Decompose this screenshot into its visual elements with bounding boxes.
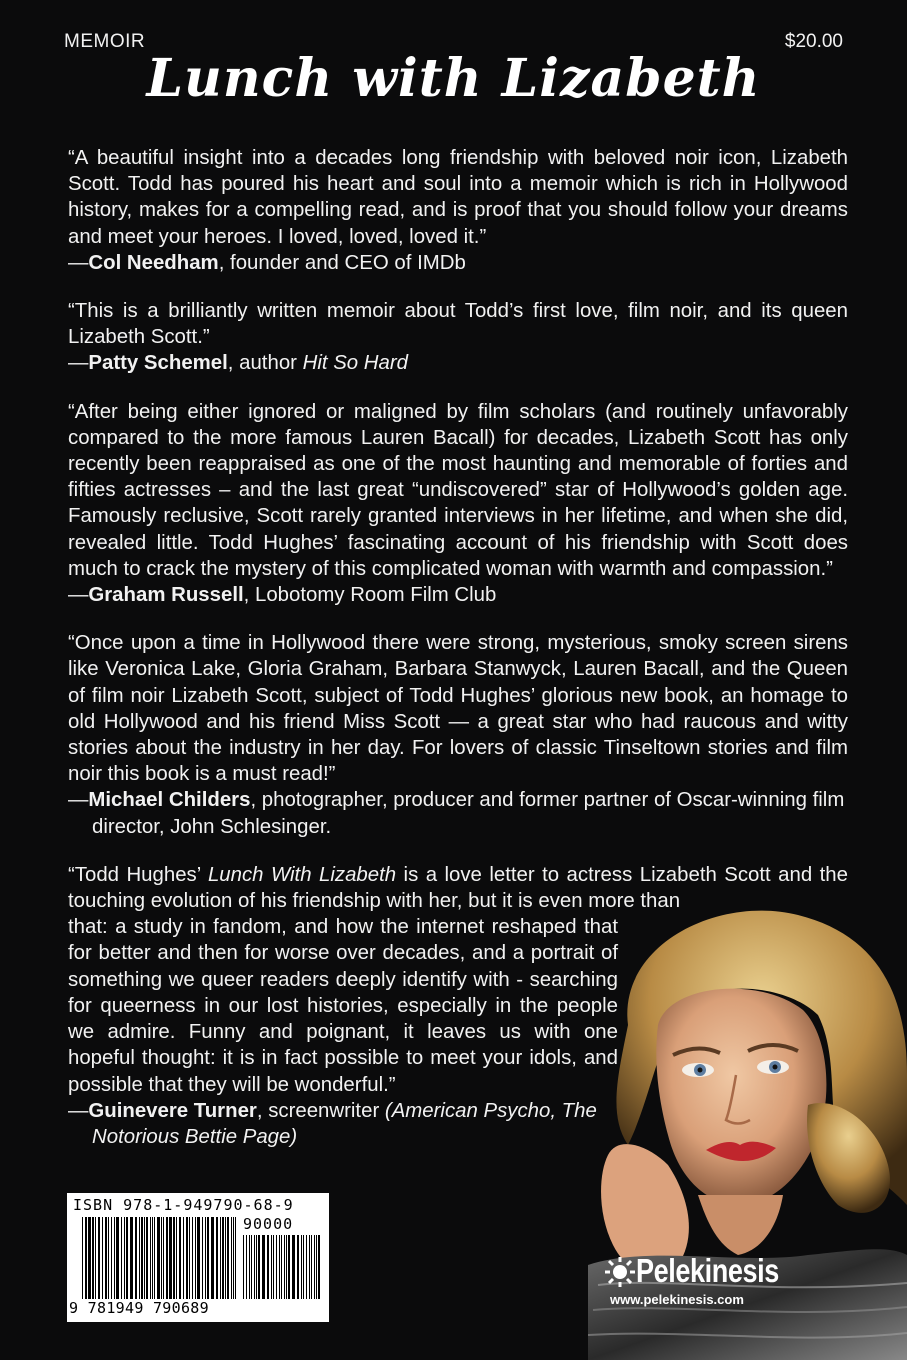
barcode-bar <box>95 1217 96 1299</box>
barcode-bar <box>243 1235 244 1299</box>
barcode-bar <box>157 1217 160 1299</box>
barcode-bar <box>146 1217 148 1299</box>
barcode-bar <box>286 1235 287 1299</box>
barcode-bar <box>306 1235 307 1299</box>
barcode-bar <box>186 1217 188 1299</box>
barcode-bar <box>108 1217 109 1299</box>
barcode-bar <box>246 1235 247 1299</box>
blurb-author: Patty Schemel <box>88 352 228 375</box>
blurb-quote-continued: that: a study in fandom, and how the internet reshaped that for better and then for worse over decades, and a portrait of something we queer readers deeply identify with - searching for queerness in our lost histories, especially in the people we admire. Funny and poignant, it leaves us with one hopeful thought: it is in fact possible to meet your idols, and possible that they will be wonderful.” <box>68 916 618 1096</box>
pelekinesis-logo-icon <box>604 1256 636 1288</box>
barcode-bar <box>154 1217 155 1299</box>
barcode-bar <box>281 1235 282 1299</box>
barcode-bar <box>297 1235 299 1299</box>
barcode-bar <box>161 1217 162 1299</box>
genre-label: MEMOIR <box>64 31 146 52</box>
isbn-barcode <box>67 1193 329 1322</box>
blurb-book-title: Lunch With Lizabeth <box>207 863 397 886</box>
blurb-2 <box>68 298 848 377</box>
barcode-bar <box>227 1217 229 1299</box>
barcode-bar <box>222 1217 224 1299</box>
barcode-bar <box>225 1217 226 1299</box>
barcode-bar <box>126 1217 128 1299</box>
barcode-bar <box>318 1235 320 1299</box>
barcode-bar <box>183 1217 184 1299</box>
barcode-bar <box>169 1217 172 1299</box>
barcode-addon-bars <box>242 1235 324 1299</box>
blurb-quote: “Todd Hughes’ Lunch With Lizabeth is a love letter to actress Lizabeth Scott and the touching evolution of his friendship with her, but it is even more than <box>68 863 848 913</box>
barcode-bar <box>292 1235 295 1299</box>
barcode-bar <box>189 1217 190 1299</box>
barcode-bar <box>98 1217 100 1299</box>
barcode-bar <box>205 1217 206 1299</box>
barcode-bar <box>152 1217 153 1299</box>
barcode-bar <box>166 1217 168 1299</box>
blurb-work-title: Hit So Hard <box>302 352 408 375</box>
barcode-bar <box>288 1235 290 1299</box>
barcode-bar <box>316 1235 317 1299</box>
barcode-bar <box>192 1217 193 1299</box>
barcode-bar <box>273 1235 274 1299</box>
blurb-work-title: (American Psycho, The Notorious Bettie Page) <box>92 1099 597 1148</box>
blurb-quote: “Once upon a time in Hollywood there were strong, mysterious, smoky screen sirens like Veronica Lake, Gloria Graham, Barbara Stanwyck, Lauren Bacall, and the Queen of film noir Lizabeth Scott, subject of Todd Hughes’ glorious new book, an homage to old Hollywood and his friend Miss Scott — a great star who had raucous and witty stories about the industry in her day. For lovers of classic Tinseltown stories and film noir this book is a must read!” <box>68 632 848 786</box>
barcode-bar <box>207 1217 209 1299</box>
blurb-quote: “A beautiful insight into a decades long friendship with beloved noir icon, Lizabeth Scott. Todd has poured his heart and soul into a memoir which is rich in Hollywood history, makes for a compelling read, and is proof that you should follow your dreams and meet your heroes. I loved, loved, loved it.” <box>68 147 848 248</box>
barcode-bar <box>271 1235 272 1299</box>
blurb-1 <box>68 145 848 276</box>
barcode-bar <box>258 1235 260 1299</box>
barcode-bar <box>82 1217 83 1299</box>
barcode-bar <box>314 1235 315 1299</box>
barcode-bar <box>130 1217 133 1299</box>
barcode-bar <box>262 1235 265 1299</box>
barcode-bar <box>105 1217 107 1299</box>
barcode-bar <box>150 1217 151 1299</box>
blurb-attribution: —Graham Russell, Lobotomy Room Film Club <box>68 584 497 607</box>
barcode-bar <box>144 1217 145 1299</box>
blurb-attribution: —Patty Schemel, author Hit So Hard <box>68 352 408 375</box>
publisher-url: www.pelekinesis.com <box>610 1292 744 1307</box>
barcode-bar <box>88 1217 91 1299</box>
barcode-bar <box>233 1217 234 1299</box>
barcode-bar <box>231 1217 232 1299</box>
barcode-bars <box>81 1217 239 1299</box>
barcode-bar <box>121 1217 122 1299</box>
barcode-bar <box>249 1235 250 1299</box>
barcode-bar <box>195 1217 196 1299</box>
barcode-bar <box>116 1217 119 1299</box>
ean-number: 9 781949 790689 <box>69 1299 209 1317</box>
barcode-bar <box>202 1217 203 1299</box>
barcode-bar <box>176 1217 177 1299</box>
barcode-bar <box>311 1235 312 1299</box>
barcode-bar <box>141 1217 143 1299</box>
barcode-bar <box>139 1217 140 1299</box>
blurb-attribution: —Michael Childers, photographer, producer and former partner of Oscar-winning film director, John Schlesinger. <box>68 789 845 838</box>
blurb-3 <box>68 399 848 609</box>
blurb-quote: “After being either ignored or maligned by film scholars (and routinely unfavorably compared to the more famous Lauren Bacall) for decades, Lizabeth Scott has only recently been reappraised as one of the most haunting and memorable of forties and fifties actresses – and the last great “undiscovered” star of Hollywood’s golden age. Famously reclusive, Scott rarely granted interviews in her lifetime, and when she did, revealed little. Todd Hughes’ fascinating account of his friendship with Scott does much to crack the mystery of this complicated woman with warmth and compassion.” <box>68 400 848 580</box>
barcode-bar <box>303 1235 304 1299</box>
barcode-bar <box>254 1235 255 1299</box>
barcode-bar <box>216 1217 218 1299</box>
barcode-bar <box>85 1217 87 1299</box>
barcode-bar <box>256 1235 257 1299</box>
barcode-bar <box>124 1217 125 1299</box>
blurb-author: Guinevere Turner <box>88 1099 257 1122</box>
blurb-author: Graham Russell <box>88 584 244 607</box>
barcode-bar <box>235 1217 236 1299</box>
barcode-bar <box>111 1217 112 1299</box>
price-label: $20.00 <box>784 31 843 52</box>
blurb-attribution: —Guinevere Turner, screenwriter (American Psycho, The Notorious Bettie Page) <box>68 1099 597 1148</box>
isbn-number: ISBN 978-1-949790-68-9 <box>73 1196 294 1214</box>
barcode-bar <box>197 1217 200 1299</box>
publisher-name: Pelekinesis <box>636 1252 779 1289</box>
blurb-4 <box>68 630 848 840</box>
blurb-quote: “This is a brilliantly written memoir about Todd’s first love, film noir, and its queen Lizabeth Scott.” <box>68 300 848 349</box>
blurb-author: Col Needham <box>88 251 219 274</box>
barcode-bar <box>135 1217 137 1299</box>
barcode-addon-code: 90000 <box>243 1215 294 1233</box>
barcode-bar <box>267 1235 269 1299</box>
barcode-bar <box>179 1217 181 1299</box>
barcode-bar <box>279 1235 280 1299</box>
barcode-bar <box>276 1235 277 1299</box>
barcode-bar <box>251 1235 252 1299</box>
barcode-bar <box>220 1217 221 1299</box>
barcode-bar <box>301 1235 302 1299</box>
blurb-author: Michael Childers <box>88 789 251 812</box>
barcode-bar <box>284 1235 285 1299</box>
barcode-bar <box>173 1217 175 1299</box>
barcode-bar <box>114 1217 115 1299</box>
barcode-bar <box>211 1217 214 1299</box>
barcode-bar <box>102 1217 103 1299</box>
blurb-attribution: —Col Needham, founder and CEO of IMDb <box>68 251 466 274</box>
barcode-bar <box>163 1217 164 1299</box>
book-title: Lunch with Lizabeth <box>146 48 761 109</box>
barcode-bar <box>92 1217 94 1299</box>
barcode-bar <box>309 1235 310 1299</box>
